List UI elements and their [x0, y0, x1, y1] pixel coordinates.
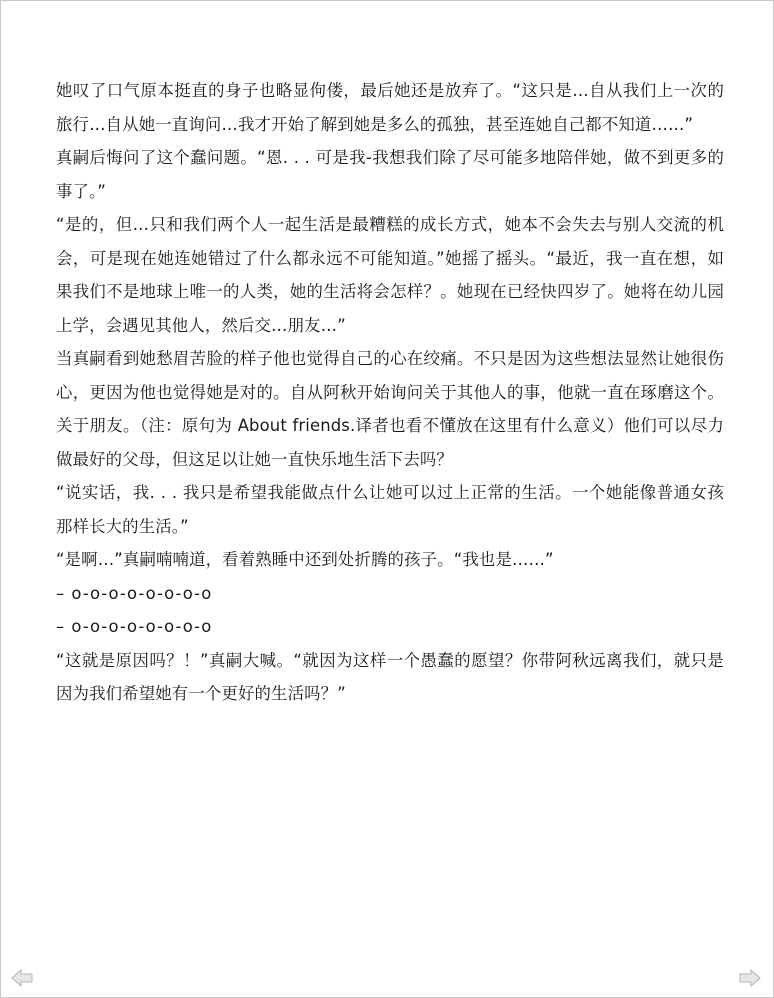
previous-page-button[interactable]: [11, 969, 33, 987]
paragraph: 真嗣后悔问了这个蠢问题。“恩. . . 可是我-我想我们除了尽可能多地陪伴她，做不到更多的事了。”: [56, 148, 724, 201]
paragraph: 当真嗣看到她愁眉苦脸的样子他也觉得自己的心在绞痛。不只是因为这些想法显然让她很伤心，更因为他也觉得她是对的。自从阿秋开始询问关于其他人的事，他就一直在琢磨这个。关于朋友。（注：原句为 About friends.译者也看不懂放在这里有什么意义）他们可以尽力做最好的父母，但这足以让她一直快乐地生活下去吗？: [56, 349, 724, 469]
scene-separator: – o-o-o-o-o-o-o-o: [56, 583, 213, 603]
paragraph: “这就是原因吗？！”真嗣大喊。“就因为这样一个愚蠢的愿望？你带阿秋远离我们，就只是因为我们希望她有一个更好的生活吗？”: [56, 650, 724, 703]
paragraph: “说实话，我. . . 我只是希望我能做点什么让她可以过上正常的生活。一个她能像普通女孩那样长大的生活。”: [56, 483, 724, 536]
paragraph: “是的，但…只和我们两个人一起生活是最糟糕的成长方式，她本不会失去与别人交流的机会，可是现在她连她错过了什么都永远不可能知道。”她摇了摇头。“最近，我一直在想，如果我们不是地球上唯一的人类，她的生活将会怎样？。她现在已经快四岁了。她将在幼儿园上学，会遇见其他人，然后交…朋友…”: [56, 215, 724, 335]
document-body: [56, 74, 724, 711]
right-arrow-icon: [739, 969, 761, 987]
next-page-button[interactable]: [739, 969, 761, 987]
left-arrow-icon: [11, 969, 33, 987]
scene-separator: – o-o-o-o-o-o-o-o: [56, 617, 213, 636]
paragraph: 她叹了口气原本挺直的身子也略显佝偻，最后她还是放弃了。“这只是…自从我们上一次的旅行…自从她一直询问…我才开始了解到她是多么的孤独，甚至连她自己都不知道……”: [56, 81, 724, 134]
paragraph: “是啊…”真嗣喃喃道，看着熟睡中还到处折腾的孩子。“我也是……”: [56, 550, 554, 569]
